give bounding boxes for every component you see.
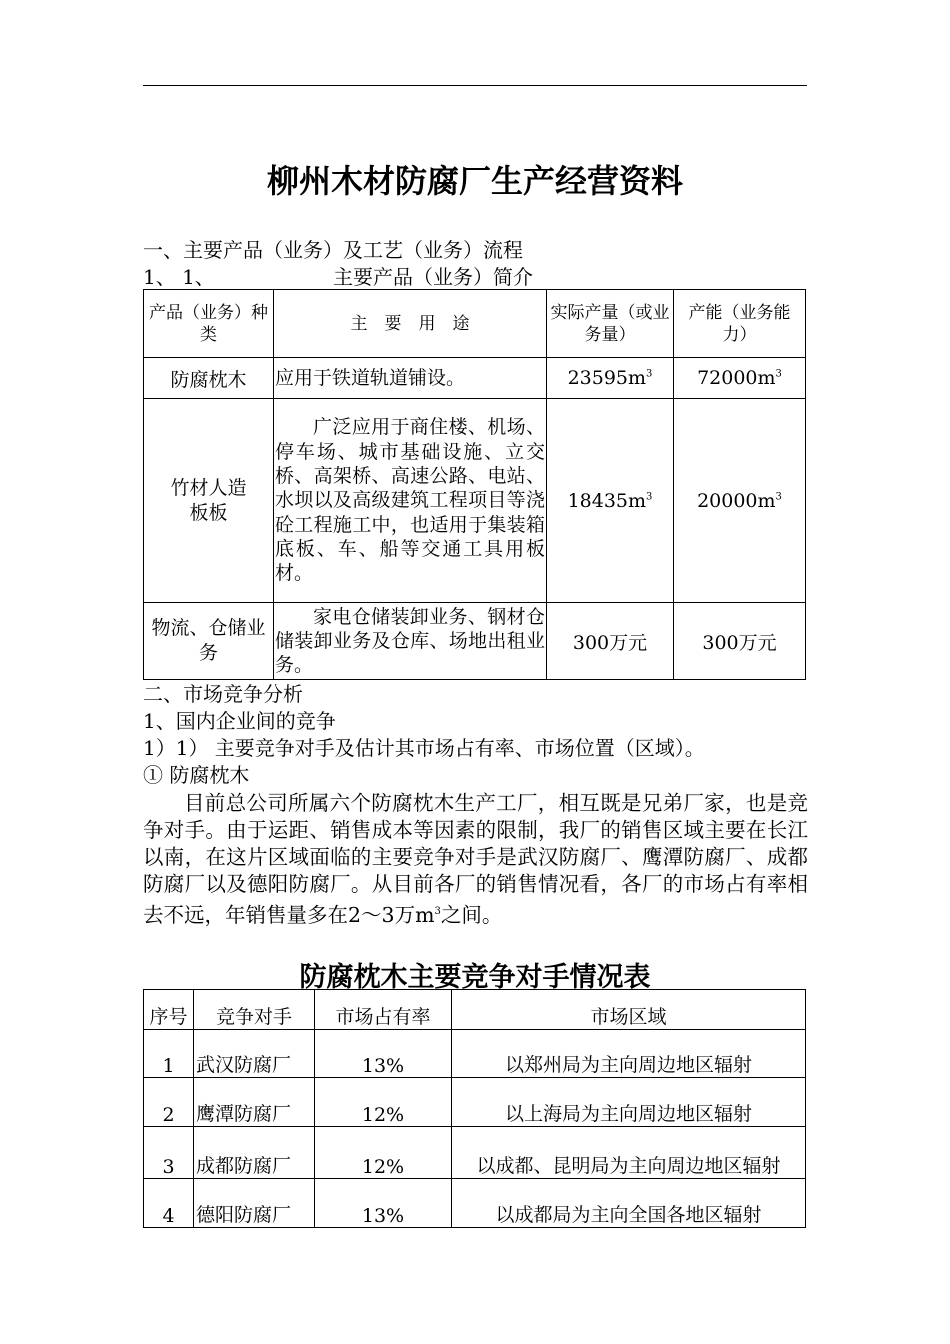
header-no: 序号 — [144, 990, 194, 1030]
cell-product-type: 物流、仓储业务 — [144, 603, 274, 680]
header-rule — [143, 85, 807, 86]
line-item-sleepers: ① 防腐枕木 — [143, 763, 250, 787]
cell-share: 13% — [315, 1030, 452, 1078]
cell-main-use: 家电仓储装卸业务、钢材仓储装卸业务及仓库、场地出租业务。 — [274, 603, 547, 680]
cell-share: 12% — [315, 1078, 452, 1127]
paragraph-main: 目前总公司所属六个防腐枕木生产工厂，相互既是兄弟厂家，也是竞争对手。由于运距、销售成本等因素的限制，我厂的销售区域主要在长江以南，在这片区域面临的主要竞争对手是武汉防腐厂、鹰潭防腐厂、成都防腐厂以及德阳防腐厂。从目前各厂的销售情况看，各厂的市场占有率相去不远，年销售量多在2～3万$m^3$之间。 — [143, 791, 808, 927]
table-row — [144, 603, 806, 680]
cell-capacity: 300万元 — [674, 603, 806, 680]
cell-actual-output: 300万元 — [547, 603, 674, 680]
cell-no: 3 — [144, 1127, 194, 1179]
cell-main-use: 应用于铁道轨道铺设。 — [274, 358, 547, 399]
table-row — [144, 358, 806, 399]
table-row — [144, 1078, 806, 1127]
cell-no: 2 — [144, 1078, 194, 1127]
cell-capacity: $20000m^3$ — [674, 399, 806, 603]
cell-region: 以郑州局为主向周边地区辐射 — [452, 1030, 806, 1078]
table-row — [144, 399, 806, 603]
section-heading-products: 一、主要产品（业务）及工艺（业务）流程 — [143, 238, 523, 262]
subsection-products-title: 主要产品（业务）简介 — [333, 265, 533, 289]
header-region: 市场区域 — [452, 990, 806, 1030]
header-product-type: 产品（业务）种类 — [144, 290, 274, 358]
cell-rival: 德阳防腐厂 — [194, 1179, 315, 1228]
cell-region: 以成都局为主向全国各地区辐射 — [452, 1179, 806, 1228]
cell-share: 13% — [315, 1179, 452, 1228]
rivals-table-title: 防腐枕木主要竞争对手情况表 — [299, 962, 651, 993]
cell-region: 以上海局为主向周边地区辐射 — [452, 1078, 806, 1127]
rivals-table — [143, 989, 806, 1228]
cell-rival: 武汉防腐厂 — [194, 1030, 315, 1078]
cell-product-type: 防腐枕木 — [144, 358, 274, 399]
cell-actual-output: $23595m^3$ — [547, 358, 674, 399]
cell-no: 1 — [144, 1030, 194, 1078]
cell-main-use: 广泛应用于商住楼、机场、停车场、城市基础设施、立交桥、高架桥、高速公路、电站、水坝以及高级建筑工程项目等浇砼工程施工中，也适用于集装箱底板、车、船等交通工具用板材。 — [274, 399, 547, 603]
cell-region: 以成都、昆明局为主向周边地区辐射 — [452, 1127, 806, 1179]
header-capacity: 产能（业务能力） — [674, 290, 806, 358]
cell-no: 4 — [144, 1179, 194, 1228]
header-actual-output: 实际产量（或业务量） — [547, 290, 674, 358]
table-header-row — [144, 990, 806, 1030]
document-title: 柳州木材防腐厂生产经营资料 — [266, 162, 683, 200]
header-share: 市场占有率 — [315, 990, 452, 1030]
header-main-use: 主 要 用 途 — [274, 290, 547, 358]
products-table — [143, 289, 806, 680]
header-rival: 竞争对手 — [194, 990, 315, 1030]
table-row — [144, 1127, 806, 1179]
line-domestic-competition: 1、国内企业间的竞争 — [143, 709, 336, 733]
subsection-products-number: 1、 1、 — [143, 265, 215, 289]
table-row — [144, 1179, 806, 1228]
cell-rival: 成都防腐厂 — [194, 1127, 315, 1179]
line-main-rivals: 1）1） 主要竞争对手及估计其市场占有率、市场位置（区域）。 — [143, 736, 705, 760]
cell-actual-output: $18435m^3$ — [547, 399, 674, 603]
cell-share: 12% — [315, 1127, 452, 1179]
cell-product-type: 竹材人造板板 — [144, 399, 274, 603]
cell-capacity: $72000m^3$ — [674, 358, 806, 399]
section-heading-competition: 二、市场竞争分析 — [143, 682, 303, 706]
table-row — [144, 1030, 806, 1078]
table-header-row — [144, 290, 806, 358]
cell-rival: 鹰潭防腐厂 — [194, 1078, 315, 1127]
